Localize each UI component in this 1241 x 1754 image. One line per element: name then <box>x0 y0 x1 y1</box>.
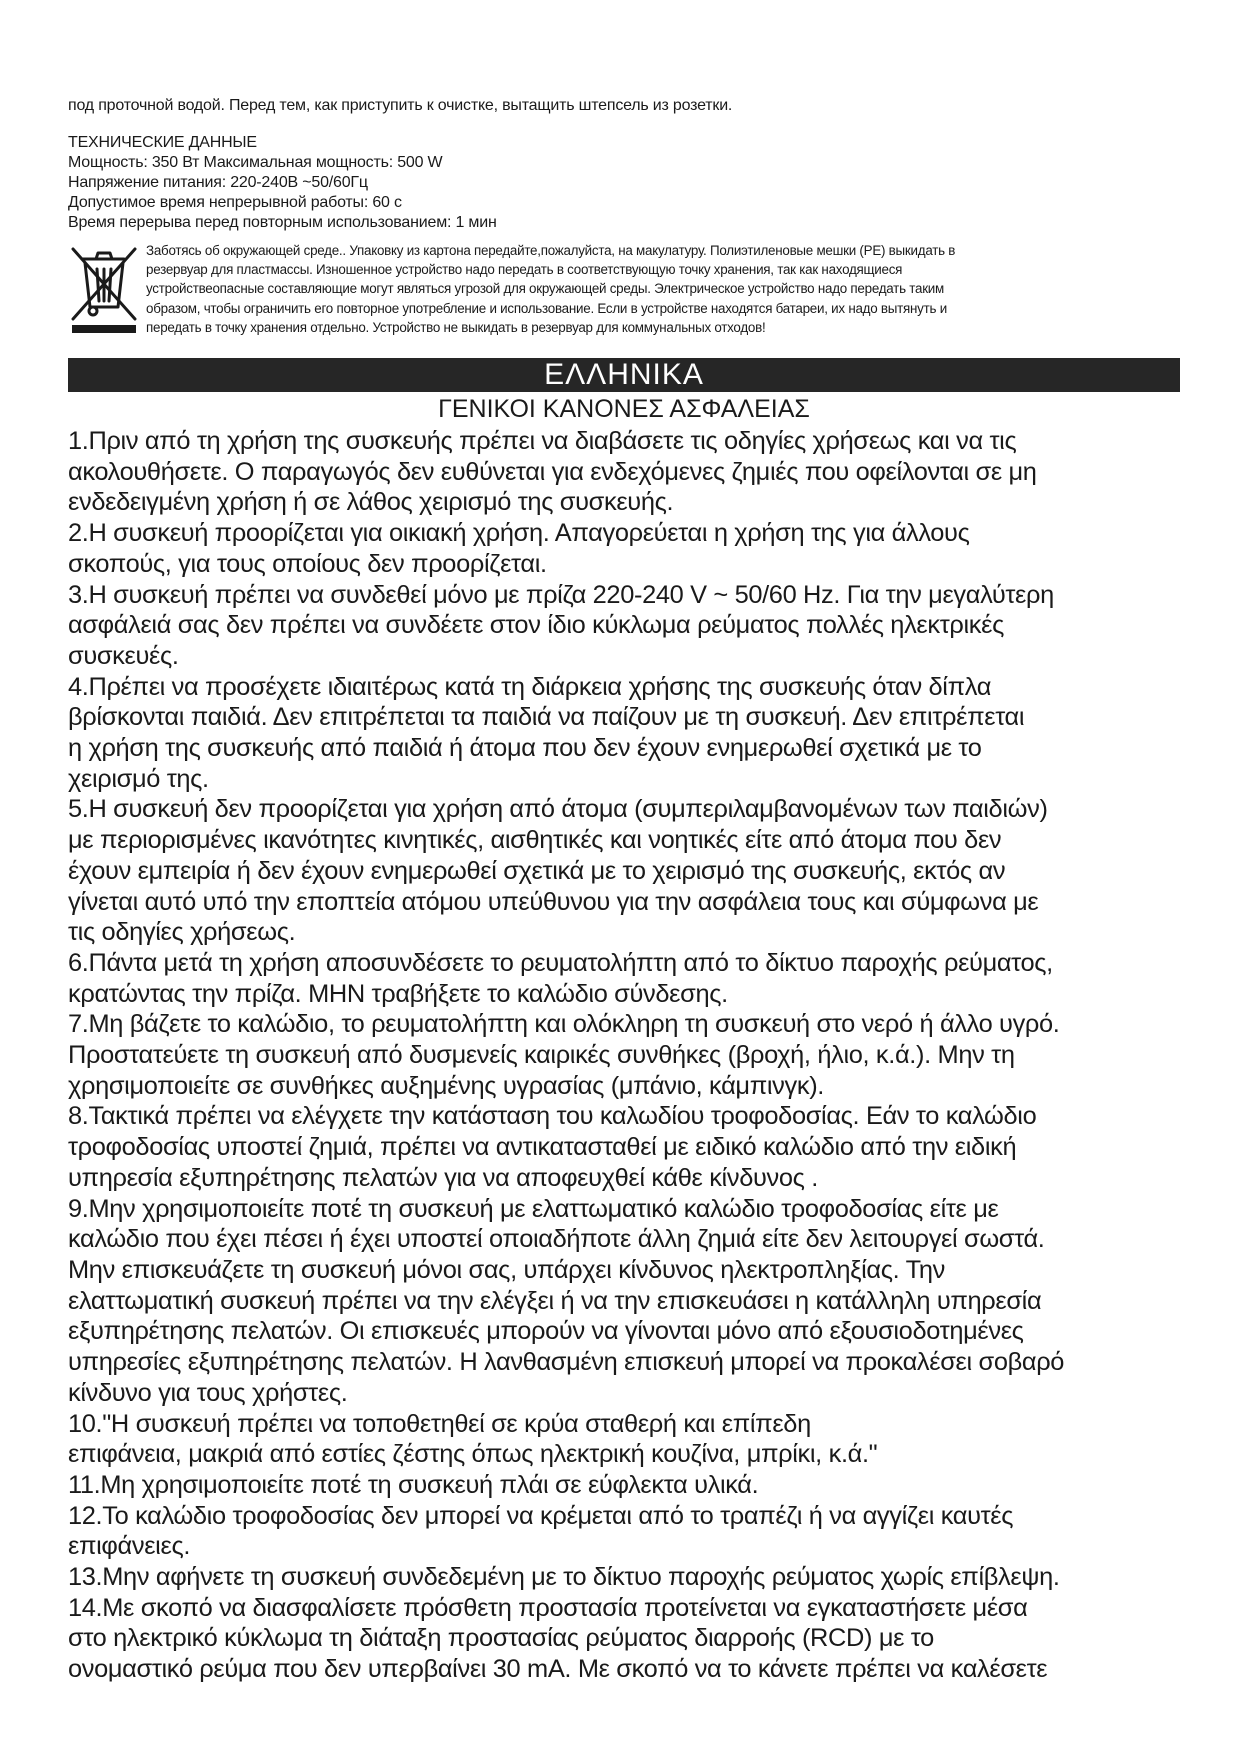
rule-line: 14.Με σκοπό να διασφαλίσετε πρόσθετη προστασία προτείνεται να εγκαταστήσετε μέσα <box>68 1593 1028 1622</box>
rule-line: εξυπηρέτησης πελατών. Οι επισκευές μπορούν να γίνονται μόνο από εξουσιοδοτημένες <box>68 1317 1024 1346</box>
ru-spec-line: Время перерыва перед повторным использованием: 1 мин <box>68 214 497 231</box>
rule-line: 13.Μην αφήνετε τη συσκευή συνδεδεμένη με το δίκτυο παροχής ρεύματος χωρίς επίβλεψη. <box>68 1563 1060 1592</box>
ru-environment-line: Заботясь об окружающей среде.. Упаковку из картона передайте,пожалуйста, на макулатуру. Полиэтиленовые мешки (PE) выкидать в <box>146 243 956 258</box>
rule-line: τροφοδοσίας υποστεί ζημιά, πρέπει να αντικατασταθεί με ειδικό καλώδιο από την ειδική <box>68 1133 1017 1162</box>
rule-line: με περιορισμένες ικανότητες κινητικές, αισθητικές και νοητικές είτε από άτομα που δεν <box>68 826 1002 855</box>
ru-environment-line: образом, чтобы ограничить его повторное употребление и использование. Если в устройстве находятся батареи, их надо вытянуть и <box>146 300 947 316</box>
rule-line: Προστατεύετε τη συσκευή από δυσμενείς καιρικές συνθήκες (βροχή, ήλιο, κ.ά.). Μην τη <box>68 1041 1015 1070</box>
rule-line: γίνεται αυτό υπό την εποπτεία ατόμου υπεύθυνου για την ασφάλεια τους και σύμφωνα με <box>68 887 1039 916</box>
rule-line: 3.Η συσκευή πρέπει να συνδεθεί μόνο με πρίζα 220-240 V ~ 50/60 Hz. Για την μεγαλύτερη <box>68 580 1054 609</box>
rule-line: υπηρεσία εξυπηρέτησης πελατών για να αποφευχθεί κάθε κίνδυνος . <box>68 1163 818 1192</box>
ru-cleaning-note: под проточной водой. Перед тем, как приступить к очистке, вытащить штепсель из розетки. <box>68 97 733 114</box>
rule-line: 9.Μην χρησιμοποιείτε ποτέ τη συσκευή με ελαττωματικό καλώδιο τροφοδοσίας είτε με <box>68 1194 999 1223</box>
ru-environment-text <box>146 241 1186 337</box>
rule-line: ονομαστικό ρεύμα που δεν υπερβαίνει 30 mA. Με σκοπό να το κάνετε πρέπει να καλέσετε <box>68 1655 1048 1684</box>
ru-spec-line: Мощность: 350 Вт Максимальная мощность: 500 W <box>68 154 443 171</box>
rule-line: 2.Η συσκευή προορίζεται για οικιακή χρήση. Απαγορεύεται η χρήση της για άλλους <box>68 519 970 548</box>
manual-page <box>68 96 1180 1684</box>
rule-line: ακολουθήσετε. Ο παραγωγός δεν ευθύνεται για ενδεχόμενες ζημιές που οφείλονται σε μη <box>68 457 1037 486</box>
rule-line: 1.Πριν από τη χρήση της συσκευής πρέπει να διαβάσετε τις οδηγίες χρήσεως και να τις <box>68 427 1017 455</box>
ru-spec-line: Напряжение питания: 220-240В ~50/60Гц <box>68 174 368 191</box>
rule-line: ελαττωματική συσκευή πρέπει να την ελέγξει ή να την επισκευάσει η κατάλληλη υπηρεσία <box>68 1286 1042 1315</box>
ru-environment-line: резервуар для пластмассы. Изношенное устройство надо передать в соответствующую точку хранения, так как находящиеся <box>146 262 903 278</box>
rule-line: υπηρεσίες εξυπηρέτησης πελατών. Η λανθασμένη επισκευή μπορεί να προκαλέσει σοβαρό <box>68 1348 1065 1377</box>
language-section-header: ΕΛΛΗΝΙΚΑ <box>68 358 1180 392</box>
ru-environment-notice <box>68 237 1180 339</box>
rule-line: 4.Πρέπει να προσέχετε ιδιαιτέρως κατά τη διάρκεια χρήσης της συσκευής όταν δίπλα <box>68 672 992 701</box>
rule-line: επιφάνειες. <box>68 1532 191 1561</box>
crossed-out-wheelie-bin-icon <box>68 243 140 335</box>
rule-line: τις οδηγίες χρήσεως. <box>68 918 296 947</box>
rule-line: συσκευές. <box>68 641 179 670</box>
safety-rules-title: ΓΕΝΙΚΟΙ ΚΑΝΟΝΕΣ ΑΣΦΑΛΕΙΑΣ <box>438 395 810 423</box>
rule-line: βρίσκονται παιδιά. Δεν επιτρέπεται τα παιδιά να παίζουν με τη συσκευή. Δεν επιτρέπεται <box>68 703 1025 732</box>
rule-line: χειρισμό της. <box>68 764 209 793</box>
rule-line: ασφάλειά σας δεν πρέπει να συνδέετε στον ίδιο κύκλωμα ρεύματος πολλές ηλεκτρικές <box>68 611 1005 640</box>
rule-line: 10."Η συσκευή πρέπει να τοποθετηθεί σε κρύα σταθερή και επίπεδη <box>68 1409 811 1438</box>
rule-line: 5.Η συσκευή δεν προορίζεται για χρήση από άτομα (συμπεριλαμβανομένων των παιδιών) <box>68 795 1048 824</box>
rule-line: 11.Μη χρησιμοποιείτε ποτέ τη συσκευή πλάι σε εύφλεκτα υλικά. <box>68 1470 759 1499</box>
ru-spec-line: Допустимое время непрерывной работы: 60 с <box>68 194 402 211</box>
rule-line: έχουν εμπειρία ή δεν έχουν ενημερωθεί σχετικά με το χειρισμό της συσκευής, εκτός αν <box>68 856 1006 885</box>
rule-line: κίνδυνο για τους χρήστες. <box>68 1378 348 1407</box>
ru-technical-data <box>68 133 1180 233</box>
rule-line: επιφάνεια, μακριά από εστίες ζέστης όπως ηλεκτρική κουζίνα, μπρίκι, κ.ά." <box>68 1440 878 1469</box>
safety-rules-body <box>68 426 1193 1685</box>
rule-line: 6.Πάντα μετά τη χρήση αποσυνδέσετε το ρευματολήπτη από το δίκτυο παροχής ρεύματος, <box>68 948 1053 977</box>
rule-line: χρησιμοποιείτε σε συνθήκες αυξημένης υγρασίας (μπάνιο, κάμπινγκ). <box>68 1071 825 1100</box>
rule-line: καλώδιο που έχει πέσει ή έχει υποστεί οποιαδήποτε άλλη ζημιά είτε δεν λειτουργεί σωστά. <box>68 1225 1045 1254</box>
rule-line: 12.Το καλώδιο τροφοδοσίας δεν μπορεί να κρέμεται από το τραπέζι ή να αγγίζει καυτές <box>68 1501 1014 1530</box>
rule-line: κρατώντας την πρίζα. ΜΗΝ τραβήξετε το καλώδιο σύνδεσης. <box>68 979 728 1008</box>
rule-line: στο ηλεκτρικό κύκλωμα τη διάταξη προστασίας ρεύματος διαρροής (RCD) με το <box>68 1624 934 1653</box>
ru-environment-line: устройствеопасные составляющие могут являться угрозой для окружающей среды. Электрическое устройство надо передать таким <box>146 281 944 297</box>
rule-line: 7.Μη βάζετε το καλώδιο, το ρευματολήπτη και ολόκληρη τη συσκευή στο νερό ή άλλο υγρό. <box>68 1010 1060 1039</box>
rule-line: Μην επισκευάζετε τη συσκευή μόνοι σας, υπάρχει κίνδυνος ηλεκτροπληξίας. Την <box>68 1255 945 1284</box>
rule-line: ενδεδειγμένη χρήση ή σε λάθος χειρισμό της συσκευής. <box>68 488 674 517</box>
rule-line: σκοπούς, για τους οποίους δεν προορίζεται. <box>68 549 547 578</box>
ru-specs-title: ТЕХНИЧЕСКИЕ ДАННЫЕ <box>68 134 257 151</box>
rule-line: 8.Τακτικά πρέπει να ελέγχετε την κατάσταση του καλωδίου τροφοδοσίας. Εάν το καλώδιο <box>68 1102 1037 1131</box>
ru-environment-line: передать в точку хранения отдельно. Устройство не выкидать в резервуар для коммунальных отходов! <box>146 319 766 335</box>
rule-line: η χρήση της συσκευής από παιδιά ή άτομα που δεν έχουν ενημερωθεί σχετικά με το <box>68 734 982 763</box>
